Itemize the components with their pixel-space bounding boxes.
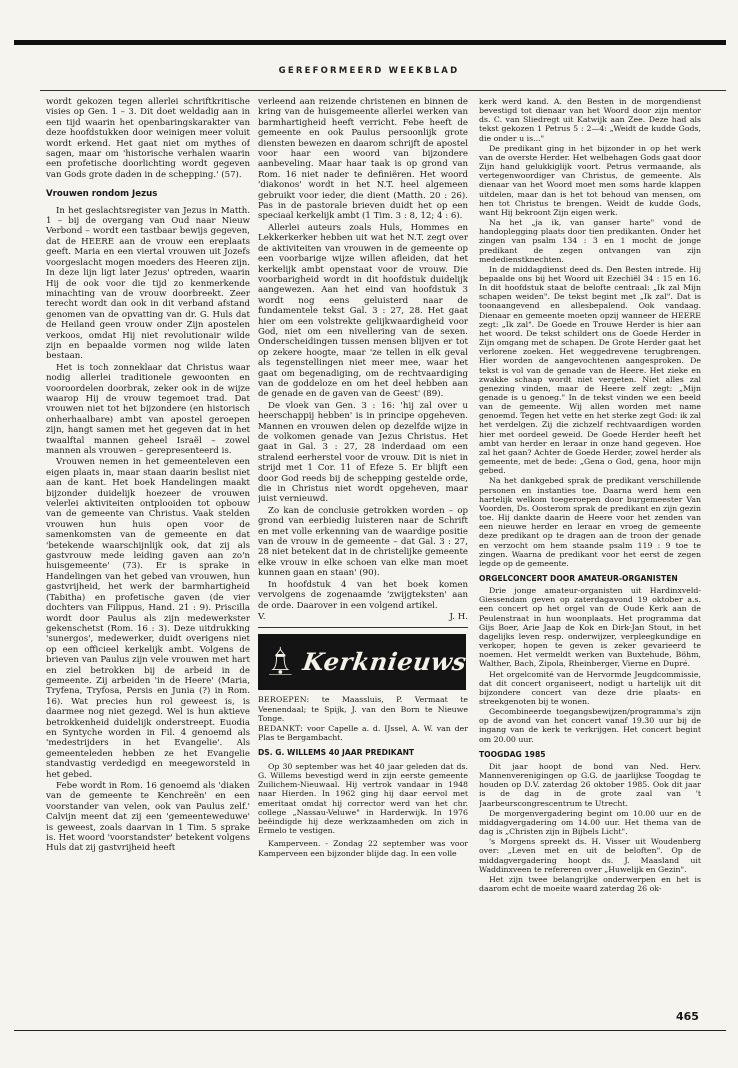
concert-paragraph: Het orgelcomité van de Hervormde Jeugdcommissie, dat dit concert organiseert, nodigt u hartelijk uit dit bijzondere concert van deze drie plaats- en streekgenoten bij te wonen. [479,669,701,706]
concert-paragraph: Gecombineerde toegangsbewijzen/programma's zijn op de avond van het concert vanaf 19.30 uur bij de ingang van de kerk te verkrijgen. Het concert begint om 20.00 uur. [479,707,701,744]
item-paragraph: Op 30 september was het 40 jaar geleden dat ds. G. Willems bevestigd werd in zijn eerste gemeente Zuilichem-Nieuwaal. Hij vertrok vandaar in 1948 naar Hierden. In 1962 ging hij daar eervol met emeritaat omdat hij corrector werd van het chr. college „Nassau-Veluwe" in Harderwijk. In 1976 beëindigde hij deze werkzaamheden om zich in Ermelo te vestigen. [258,761,468,836]
col3-paragraph: Na het dankgebed sprak de predikant verschillende personen en instanties toe. Daarna werd hem een hartelijk welkom toegeroepen door burgemeester Van Voorden, Ds. Oosterom sprak de predikant en zijn gezin toe. Hij dankte daarin de Heere voor het zenden van een nieuwe herder en leraar en vroeg de gemeente deze predikant op te dragen aan de troon der genade en verzocht om hem staande psalm 119 : 9 toe te zingen. Waarna de predikant voor het eerst de zegen legde op de gemeente. [479,476,701,568]
notice-text: voor Capelle a. d. IJssel, A. W. van der Plas te Bergambacht. [258,723,468,743]
concert-paragraph: Drie jonge amateur-organisten uit Hardinxveld-Giessendam geven op zaterdagavond 19 oktober a.s. een concert op het orgel van de Oude Kerk aan de Peulenstraat in hun woonplaats. Het programma dat Gijs Boer, Arie Jaap de Kok en Dirk-Jan Stout, in het dagelijks leven resp. onderwijzer, verpleegkundige en verkoper, hopen te geven is zeker gevarieerd te noemen. Het vermeldt werken van Buxtehude, Böhm, Walther, Bach, Zipola, Rheinberger, Vierne en Dupré. [479,586,701,669]
notice-called [258,695,468,723]
toogdag-paragraph: Het zijn twee belangrijke onderwerpen en het is daarom echt de moeite waard zaterdag 26 ok- [479,874,701,893]
church-bell-icon [264,636,297,688]
running-head: GEREFORMEERD WEEKBLAD [278,66,460,76]
col2-paragraph: Zo kan de conclusie getrokken worden – op grond van eerbiedig luisteren naar de Schrift en met volle erkenning van de waardige positie van de vrouw in de gemeente – dat Gal. 3 : 27, 28 niet betekent dat in de christelijke gemeente elke vrouw in elke schoen van elke man moet kunnen gaan en staan' (90). [258,505,468,579]
signature-left: V. [258,611,266,622]
col1-paragraph: In het geslachtsregister van Jezus in Matth. 1 – bij de overgang van Oud naar Nieuw Verbond – wordt een tastbaar bewijs gegeven, dat de HEERE aan de vrouw een ereplaats geeft. Maria en een viertal vrouwen uit Jozefs voorgeslacht mogen moeders des Heeren zijn. In deze lijn ligt later Jezus' optreden, waarin Hij de ook voor die tijd zo kenmerkende minachting van de vrouw doorbreekt. Zeer terecht wordt dan ook in dit verband afstand genomen van de opvatting van dr. G. Huls dat de Heiland geen vrouw onder Zijn apostelen verkoos, omdat Hij niet revolutionair wilde zijn en bepaalde vormen nog wilde laten bestaan. [46,205,250,362]
bottom-rule [14,1030,726,1031]
column-2 [258,97,468,942]
col3-paragraph: Na het „ja ik, van ganser harte" vond de handoplegging plaats door tien predikanten. Onder het zingen van psalm 134 : 3 en 1 mocht de jonge predikant de zegen ontvangen van zijn mededienstknechten. [479,218,701,264]
toogdag-paragraph: 's Morgens spreekt ds. H. Visser uit Woudenberg over: „Leven met en uit de beloften". Op de middagvergadering hoopt ds. J. Maasland uit Waddinxveen te refereren over „Huwelijk en Gezin". [479,837,701,874]
col2-paragraph: De vloek van Gen. 3 : 16: 'hij zal over u heerschappij hebben' is in principe opgeheven. Mannen en vrouwen delen op dezelfde wijze in de volkomen genade van Jezus Christus. Het gaat in Gal. 3 : 27, 28 inderdaad om een stralend eerherstel voor de vrouw. Dit is niet in strijd met 1 Cor. 11 of Efeze 5. Er blijft een door God reeds bij de schepping gestelde orde, die in Christus niet wordt opgeheven, maar juist vernieuwd. [258,400,468,505]
col3-paragraph: In de middagdienst deed ds. Den Besten intrede. Hij bepaalde ons bij het Woord uit Ezechiël 34 : 15 en 16. In dit hoofdstuk staat de belofte centraal: „Ik zal Mijn schapen weiden". De tekst begint met „Ik zal". Dat is toonaangevend en allesbepalend. Ook vandaag. Dienaar en gemeente moeten opzij wanneer de HEERE zegt: „Ik zal". De Goede en Trouwe Herder is hier aan het woord. De tekst schildert ons de Goede Herder in Zijn omgang met de schapen. De Grote Herder gaat het verlorene zoeken. Het weggedrevene terugbrengen. Hier worden de aangevochtenen aangesproken. De tekst is vol van de genade van de Heere. Het zieke en zwakke schaap wordt niet vergeten. Niet alles zal genezing vinden, maar de Heere zelf zegt: „Mijn genade is u genoeg." In de tekst vinden we een beeld van de gemeente. Wij allen worden met name genoemd. Tegen het vette en het sterke zegt God: ik zal het verdelgen. Zij die zichzelf rechtvaardigen worden hier met oordeel geweid. De Goede Herder heeft het ambt van herder en leraar in onze hand gegeven. Hoe zal het gaan? Achter de Goede Herder, zowel herder als gemeente, met de bede: „Gena o God, gena, hoor mijn gebed. [479,264,701,476]
top-rule [14,40,726,45]
notice-label: BEDANKT: [258,723,304,733]
notice-declined [258,724,468,742]
article-signature [258,612,468,622]
toogdag-title: TOOGDAG 1985 [479,749,546,759]
col1-intro-paragraph: wordt gekozen tegen allerlei schriftkritische visies op Gen. 1 – 3. Dit doet weldadig aan in een tijd waarin het openbaringskarakter van deze hoofdstukken door weinigen meer voluit wordt erkend. Het gaat niet om mythes of sagen, maar om 'historische verhalen waarin een profetische doorlichting wordt gegeven van Gods grote daden in de schepping.' (57). [46,97,250,180]
signature-right: J. H. [449,611,468,622]
col3-paragraph: kerk werd kand. A. den Besten in de morgendienst bevestigd tot dienaar van het Woord door zijn mentor ds. C. van Sliedregt uit Katwijk aan Zee. Deze had als tekst gekozen 1 Petrus 5 : 2—4: „Weidt de kudde Gods, die onder u is..." [479,97,701,143]
col1-paragraph: Het is toch zonneklaar dat Christus waar nodig allerlei traditionele gewoonten en vooroordelen doorbrak, zeker ook in de wijze waarop Hij de vrouw tegemoet trad. Dat vrouwen niet tot het bijzondere (en historisch onherhaalbare) ambt van apostel geroepen zijn, hangt samen met het gegeven dat in het twaalftal mannen geheel Israël – zowel mannen als vrouwen – gerepresenteerd is. [46,362,250,456]
header-rule [40,90,726,91]
column-1 [46,97,250,942]
col2-paragraph: In hoofdstuk 4 van het boek komen vervolgens de zogenaamde 'zwijgteksten' aan de orde. Daarover in een volgend artikel. [258,579,468,611]
concert-title: ORGELCONCERT DOOR AMATEUR-ORGANISTEN [479,573,678,583]
article-end-rule [258,627,468,628]
col3-paragraph: De predikant ging in het bijzonder in op het werk van de overste Herder. Het welbehagen Gods gaat door Zijn hand gelukkiglijk voort. Petrus vermaande, als vertegenwoordiger van Christus, de gemeente. Als dienaar van het Woord moet men soms harde klappen uitdelen, maar dan is het tot behoud van mensen, om hen tot Christus te brengen. Weidt de kudde Gods, want Hij bekroont Zijn eigen werk. [479,143,701,217]
col1-paragraph: Vrouwen nemen in het gemeenteleven een eigen plaats in, maar staan daarin beslist niet aan de kant. Het boek Handelingen maakt bijzonder duidelijk hoezeer de vrouwen velerlei aktiviteiten ontplooiden tot opbouw van de gemeente van Christus. Vaak stelden vrouwen hun huis open voor de samenkomsten van de gemeente en dat 'betekende waarschijnlijk ook, dat zij als gastvrouw mede leiding gaven aan zo'n huisgemeente' (73). Er is sprake in Handelingen van het gebed van vrouwen, hun gastvrijheid, het werk der barmhartigheid (Tabitha) en profetische gaven (de vier dochters van Filippus, Hand. 21 : 9). Priscilla wordt door Paulus als zijn medewerkster gekenschetst (Rom. 16 : 3). Deze uitdrukking 'sunergos', medewerker, duidt overigens niet op een officieel kerkelijk ambt. Volgens de brieven van Paulus zijn vele vrouwen met hart en ziel betrokken bij de arbeid in de gemeente. Zij arbeiden 'in de Heere' (Maria, Tryfena, Tryfosa, Persis en Junia (?) in Rom. 16). Wat precies hun rol geweest is, is daarmee nog niet gezegd. Wel is hun aktieve betrokkenheid duidelijk onderstreept. Euodia en Syntyche worden in Fil. 4 genoemd als 'medestrijders in het Evangelie'. Als gemeenteleden hebben ze het Evangelie standvastig verdedigd en meegeworsteld in het gebed. [46,457,250,780]
notice-text: te Maassluis, P. Vermaat te Veenendaal; te Spijk, J. van den Born te Nieuwe Tonge. [258,695,468,723]
banner-title: Kerknieuws [300,647,468,677]
notice-label: BEROEPEN: [258,695,310,705]
col2-paragraph: Allerlei auteurs zoals Huls, Hommes en Lekkerkerker hebben uit wat het N.T. zegt over de aktiviteiten van vrouwen in de gemeente op een voorbarige wijze willen afleiden, dat het kerkelijk ambt openstaat voor de vrouw. Die voorbarigheid wordt in dit hoofdstuk duidelijk aangewezen. Aan het eind van hoofdstuk 3 wordt nog eens geluisterd naar de fundamentele tekst Gal. 3 : 27, 28. Het gaat hier om een volstrekte gelijkwaardigheid voor God, niet om een nivellering van de sexen. Onderscheidingen tussen mensen blijven er tot op zekere hoogte, maar 'ze tellen in elk geval als tegenstellingen niet meer mee, waar het gaat om begenadiging, om de rechtvaardiging van de goddeloze en om het deel hebben aan de genade en de gaven van de Geest' (89). [258,222,468,400]
section-title: Vrouwen rondom Jezus [46,189,158,200]
column-3 [479,97,701,1017]
kerknieuws-banner [258,634,466,690]
col2-paragraph: verleend aan reizende christenen en binnen de kring van de huisgemeente allerlei werken van barmhartigheid heeft verricht. Febe heeft de gemeente en ook Paulus persoonlijk grote diensten bewezen en daarom schrijft de apostel voor haar een woord van bijzondere aanbeveling. Maar haar taak is op grond van Rom. 16 niet nader te definiëren. Het woord 'diakonos' wordt in het N.T. heel algemeen gebruikt voor ieder, die dient (Matth. 20 : 26). Pas in de pastorale brieven duidt het op een speciaal kerkelijk ambt (1 Tim. 3 : 8, 12; 4 : 6). [258,97,468,222]
page-number: 465 [676,1010,699,1023]
col1-paragraph: Febe wordt in Rom. 16 genoemd als 'diaken van de gemeente te Kenchreën' en een voorstander van velen, ook van Paulus zelf.' Calvijn meent dat zij een 'gemeenteweduwe' is geweest, zoals daarvan in 1 Tim. 5 sprake is. Het woord 'voorstandster' betekent volgens Huls dat zij gastvrijheid heeft [46,781,250,854]
item-title: DS. G. WILLEMS 40 JAAR PREDIKANT [258,748,415,758]
toogdag-paragraph: De morgenvergadering begint om 10.00 uur en de middagvergadering om 14.00 uur. Het thema van de dag is „Christen zijn in Bijbels Licht". [479,808,701,837]
toogdag-paragraph: Dit jaar hoopt de bond van Ned. Herv. Mannenverenigingen op G.G. de jaarlijkse Toogdag te houden op D.V. zaterdag 26 oktober 1985. Ook dit jaar is de dag in de grote zaal van 't Jaarbeurscongrescentrum te Utrecht. [479,761,701,808]
item-paragraph: Kamperveen. - Zondag 22 september was voor Kamperveen een bijzonder blijde dag. In een volle [258,839,468,858]
